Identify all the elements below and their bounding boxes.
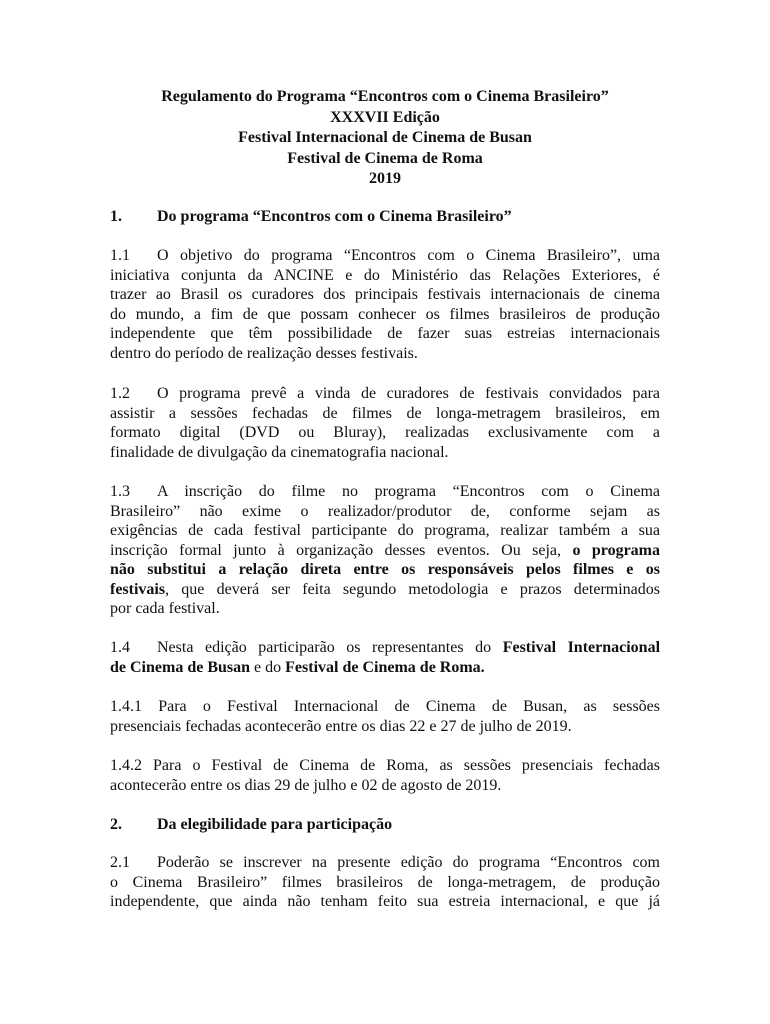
text-line: presenciais fechadas acontecerão entre os dias 22 e 27 de julho de 2019. bbox=[110, 717, 572, 735]
text-line: exigências de cada festival participante do programa, realizar também a sua bbox=[110, 522, 660, 539]
text-line: acontecerão entre os dias 29 de julho e 02 de agosto de 2019. bbox=[110, 776, 502, 794]
section-number: 2. bbox=[110, 816, 122, 833]
bold-text: não substitui a relação direta entre os responsáveis pelos filmes e os bbox=[110, 561, 660, 578]
text-line: independente, que ainda não tenham feito sua estreia internacional, e que já bbox=[110, 893, 660, 910]
text-line: e do bbox=[250, 658, 286, 676]
paragraph-1-4-1 bbox=[110, 697, 660, 736]
paragraph-1-1 bbox=[110, 246, 660, 363]
text-line: finalidade de divulgação da cinematografia nacional. bbox=[110, 443, 449, 461]
bold-text: Festival de Cinema de Roma. bbox=[285, 658, 485, 676]
paragraph-1-4-2 bbox=[110, 756, 660, 795]
text-line: O programa prevê a vinda de curadores de festivais convidados para bbox=[157, 385, 660, 402]
paragraph-number: 1.4 bbox=[110, 639, 130, 656]
text-line: O objetivo do programa “Encontros com o Cinema Brasileiro”, uma bbox=[157, 247, 660, 264]
paragraph-number: 1.3 bbox=[110, 483, 130, 500]
bold-text: de Cinema de Busan bbox=[110, 658, 251, 676]
text-line: Poderão se inscrever na presente edição do programa “Encontros com bbox=[157, 854, 660, 871]
festival-busan-title: Festival Internacional de Cinema de Busan bbox=[238, 129, 532, 146]
text-line: 1.4.2 Para o Festival de Cinema de Roma, as sessões presenciais fechadas bbox=[110, 757, 660, 774]
section-2-heading bbox=[110, 815, 392, 835]
text-line: independente que têm possibilidade de fazer suas estreias internacionais bbox=[110, 325, 660, 342]
text-line: 1.4.1 Para o Festival Internacional de Cinema de Busan, as sessões bbox=[110, 698, 660, 715]
text-line: do mundo, a fim de que possam conhecer os filmes brasileiros de produção bbox=[110, 305, 660, 323]
text-line: o Cinema Brasileiro” filmes brasileiros de longa-metragem, de produção bbox=[110, 873, 660, 891]
paragraph-1-2 bbox=[110, 384, 660, 462]
text-line: por cada festival. bbox=[110, 600, 220, 617]
paragraph-2-1 bbox=[110, 853, 660, 912]
paragraph-number: 2.1 bbox=[110, 854, 130, 871]
bold-text: festivais bbox=[110, 580, 166, 598]
section-title: Da elegibilidade para participação bbox=[157, 816, 393, 833]
paragraph-number: 1.1 bbox=[110, 247, 130, 264]
paragraph-1-4 bbox=[110, 638, 660, 677]
section-number: 1. bbox=[110, 208, 122, 225]
text-line: assistir a sessões fechadas de filmes de longa-metragem brasileiros, em bbox=[110, 404, 660, 422]
text-line: trazer ao Brasil os curadores dos principais festivais internacionais de cinema bbox=[110, 286, 660, 303]
section-title: Do programa “Encontros com o Cinema Brasileiro” bbox=[157, 208, 512, 225]
year-label: 2019 bbox=[369, 170, 401, 187]
text-line: A inscrição do filme no programa “Encontros com o Cinema bbox=[157, 483, 660, 500]
bold-text: Festival Internacional bbox=[502, 639, 661, 656]
text-line: iniciativa conjunta da ANCINE e do Ministério das Relações Exteriores, é bbox=[110, 266, 660, 284]
text-line: inscrição formal junto à organização desses eventos. Ou seja, bbox=[110, 541, 573, 559]
document-header bbox=[100, 87, 670, 190]
text-line: Brasileiro” não exime o realizador/produtor de, conforme sejam as bbox=[110, 502, 660, 520]
text-line: dentro do período de realização desses festivais. bbox=[110, 344, 418, 362]
text-line: Nesta edição participarão os representantes do bbox=[157, 639, 503, 656]
edition-label: XXXVII Edição bbox=[330, 108, 440, 126]
text-line: , que deverá ser feita segundo metodologia e prazos determinados bbox=[165, 580, 660, 598]
regulation-title: Regulamento do Programa “Encontros com o Cinema Brasileiro” bbox=[161, 88, 609, 105]
text-line: formato digital (DVD ou Bluray), realizadas exclusivamente com a bbox=[110, 424, 660, 441]
festival-roma-title: Festival de Cinema de Roma bbox=[287, 149, 483, 167]
paragraph-1-3 bbox=[110, 482, 660, 619]
section-1-heading bbox=[110, 207, 512, 227]
bold-text: o programa bbox=[572, 541, 661, 559]
paragraph-number: 1.2 bbox=[110, 385, 130, 402]
